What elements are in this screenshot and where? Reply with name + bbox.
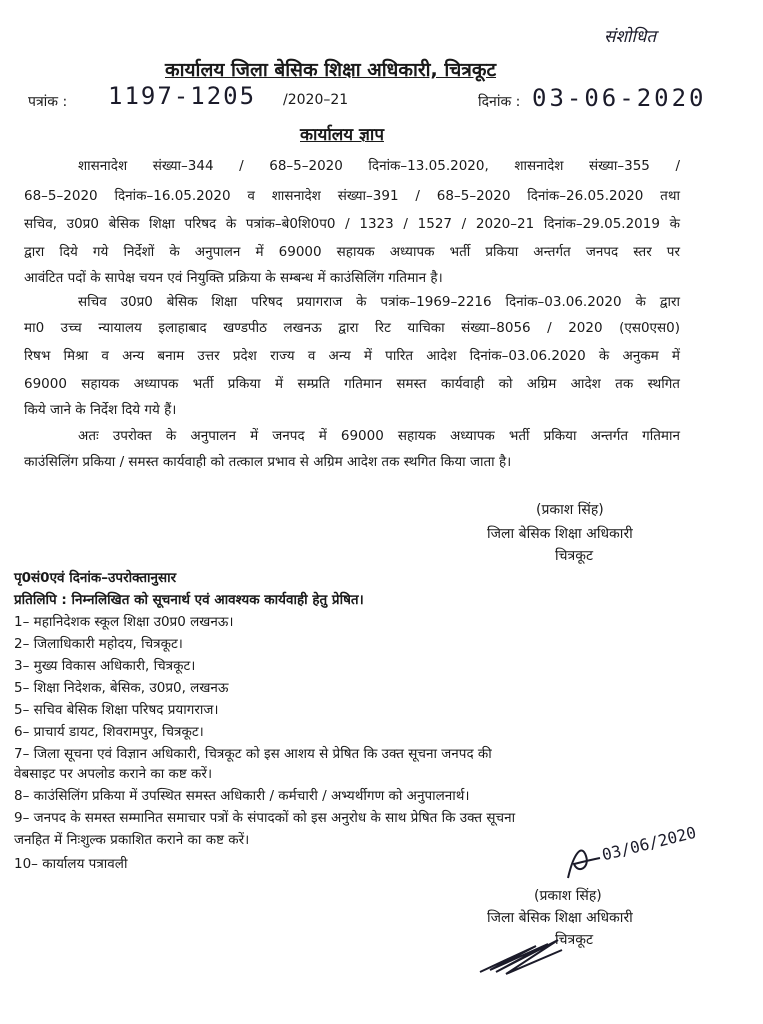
para1-line: द्वारा दिये गये निर्देशों के अनुपालन में 69000 सहायक अध्यापक भर्ती प्रकिया अन्तर्गत जनपद स्तर पर (24, 244, 680, 260)
signatory-designation: जिला बेसिक शिक्षा अधिकारी (487, 526, 633, 542)
cc-item: 9– जनपद के समस्त सम्मानित समाचार पत्रों के संपादकों को इस अनुरोध के साथ प्रेषित कि उक्त सूचना (14, 810, 516, 826)
signatory-place: चित्रकूट (555, 932, 594, 948)
signatory-designation: जिला बेसिक शिक्षा अधिकारी (487, 910, 633, 926)
office-heading: कार्यालय जिला बेसिक शिक्षा अधिकारी, चित्रकूट (165, 59, 497, 81)
signature-date: 03/06/2020 (600, 822, 699, 865)
cc-item: 7– जिला सूचना एवं विज्ञान अधिकारी, चित्रकूट को इस आशय से प्रेषित कि उक्त सूचना जनपद की (14, 746, 492, 762)
para2-line: 69000 सहायक अध्यापक भर्ती प्रकिया में सम्प्रति गतिमान समस्त कार्यवाही को अग्रिम आदेश तक स्थगित (24, 376, 680, 392)
cc-item: 5– सचिव बेसिक शिक्षा परिषद प्रयागराज। (14, 702, 219, 718)
cc-item: 5– शिक्षा निदेशक, बेसिक, उ0प्र0, लखनऊ (14, 680, 229, 696)
pen-scribble (476, 932, 566, 980)
copy-to-heading: प्रतिलिपि : निम्नलिखित को सूचनार्थ एवं आवश्यक कार्यवाही हेतु प्रेषित। (14, 592, 364, 608)
para1-line: शासनादेश संख्या–344 / 68–5–2020 दिनांक–13.05.2020, शासनादेश संख्या–355 / (78, 158, 680, 174)
reference-line: पृ0सं0एवं दिनांक–उपरोक्तानुसार (14, 570, 177, 586)
letter-no-value: 1197-1205 (108, 82, 257, 110)
letter-no-label: पत्रांक : (28, 94, 68, 110)
cc-item: 2– जिलाधिकारी महोदय, चित्रकूट। (14, 636, 183, 652)
revised-stamp: संशोधित (604, 27, 657, 47)
para1-line: 68–5–2020 दिनांक–16.05.2020 व शासनादेश संख्या–391 / 68–5–2020 दिनांक–26.05.2020 तथा (24, 188, 680, 204)
cc-item: 1– महानिदेशक स्कूल शिक्षा उ0प्र0 लखनऊ। (14, 614, 234, 630)
para1-line: आवंटित पदों के सापेक्ष चयन एवं नियुक्ति प्रक्रिया के सम्बन्ध में काउंसिलिंग गतिमान है। (24, 270, 443, 286)
date-label: दिनांक : (478, 94, 521, 110)
signatory-name: (प्रकाश सिंह) (536, 502, 604, 518)
letter-year: /2020–21 (283, 92, 349, 108)
para3-line: अतः उपरोक्त के अनुपालन में जनपद में 69000 सहायक अध्यापक भर्ती प्रकिया अन्तर्गत गतिमान (78, 428, 680, 444)
cc-item: 3– मुख्य विकास अधिकारी, चित्रकूट। (14, 658, 196, 674)
cc-item: 6– प्राचार्य डायट, शिवरामपुर, चित्रकूट। (14, 724, 204, 740)
para3-line: काउंसिलिंग प्रकिया / समस्त कार्यवाही को तत्काल प्रभाव से अग्रिम आदेश तक स्थगित किया जाता है। (24, 454, 512, 470)
cc-item: 8– काउंसिलिंग प्रकिया में उपस्थित समस्त अधिकारी / कर्मचारी / अभ्यर्थीगण को अनुपालनार्थ। (14, 788, 470, 804)
para2-line: सचिव उ0प्र0 बेसिक शिक्षा परिषद प्रयागराज के पत्रांक–1969–2216 दिनांक–03.06.2020 के द्वारा (78, 294, 680, 310)
memo-title: कार्यालय ज्ञाप (300, 125, 384, 145)
para2-line: रिषभ मिश्रा व अन्य बनाम उत्तर प्रदेश राज्य व अन्य में पारित आदेश दिनांक–03.06.2020 के अनुकम में (24, 348, 680, 364)
para2-line: किये जाने के निर्देश दिये गये हैं। (24, 402, 177, 418)
signatory-place: चित्रकूट (555, 548, 594, 564)
cc-item: वेबसाइट पर अपलोड कराने का कष्ट करें। (14, 766, 213, 782)
signatory-name: (प्रकाश सिंह) (534, 888, 602, 904)
cc-item: 10– कार्यालय पत्रावली (14, 856, 128, 872)
date-value: 03-06-2020 (532, 84, 707, 112)
cc-item: जनहित में निःशुल्क प्रकाशित कराने का कष्ट करें। (14, 832, 250, 848)
para1-line: सचिव, उ0प्र0 बेसिक शिक्षा परिषद के पत्रांक–बे0शि0प0 / 1323 / 1527 / 2020–21 दिनांक–29.05.2019 के (24, 216, 680, 232)
para2-line: मा0 उच्च न्यायालय इलाहाबाद खण्डपीठ लखनऊ द्वारा रिट याचिका संख्या–8056 / 2020 (एस0एस0) (24, 320, 680, 336)
